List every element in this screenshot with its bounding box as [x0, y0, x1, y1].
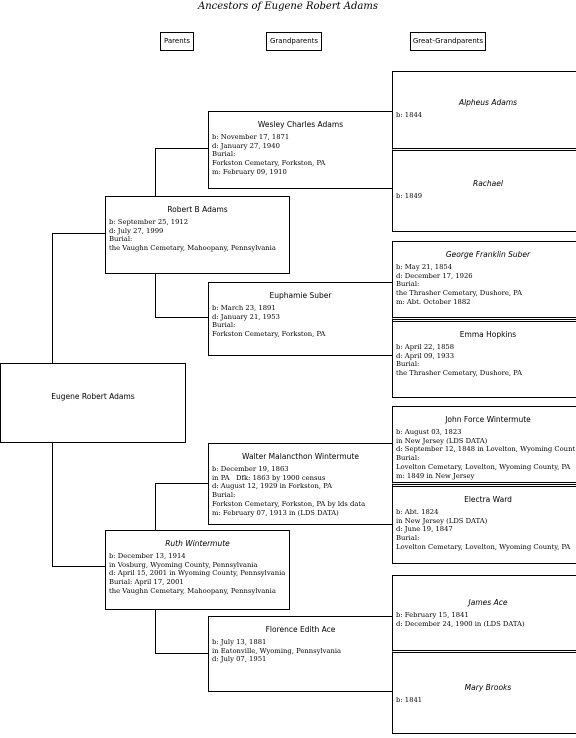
person-box-grandparent: [208, 616, 393, 692]
person-name: Wesley Charles Adams: [257, 120, 344, 129]
connector-line: [155, 609, 156, 653]
connector-line: [52, 566, 105, 567]
person-box-great-grandparent: [392, 406, 576, 485]
person-box-grandparent: [208, 282, 393, 356]
header-parents: Parents: [160, 32, 194, 51]
person-details: b: December 13, 1914 in Vosburg, Wyoming County, Pennsylvania d: April 15, 2001 in Wyoming County, Pennsylvania Burial: April 17, 2001 the Vaughn Cemetary, Mahoopany, Pennsylvania: [109, 552, 286, 595]
chart-title: Ancestors of Eugene Robert Adams: [198, 1, 378, 12]
person-details: b: March 23, 1891 d: January 21, 1953 Burial: Forkston Cemetary, Forkston, PA: [212, 304, 326, 339]
person-name: John Force Wintermute: [445, 415, 531, 424]
person-name: Rachael: [473, 179, 503, 188]
person-name: Euphamie Suber: [269, 291, 332, 300]
connector-line: [155, 148, 156, 196]
person-box-father: [105, 196, 290, 274]
person-box-great-grandparent: [392, 241, 576, 320]
person-box-great-grandparent: [392, 150, 576, 232]
person-box-grandparent: [208, 111, 393, 189]
person-name: Robert B Adams: [167, 205, 228, 214]
connector-line: [155, 317, 208, 318]
person-box-mother: [105, 530, 290, 610]
person-name: Alpheus Adams: [458, 98, 518, 107]
person-details: b: November 17, 1871 d: January 27, 1940 Burial: Forkston Cemetary, Forkston, PA m: February 09, 1910: [212, 133, 326, 176]
person-name: Florence Edith Ace: [265, 625, 336, 634]
connector-line: [52, 233, 53, 363]
connector-line: [155, 148, 208, 149]
person-box-great-grandparent: [392, 321, 576, 398]
person-name: Eugene Robert Adams: [51, 392, 135, 401]
person-details: b: Abt. 1824 in New Jersey (LDS DATA) d: June 19, 1847 Burial: Lovelton Cemetary, Lovelton, Wyoming County, PA: [396, 508, 571, 551]
person-box-root: [0, 363, 186, 443]
person-details: b: August 03, 1823 in New Jersey (LDS DATA) d: September 12, 1848 in Lovelton, Wyoming Count Burial: Lovelton Cemetary, Lovelton, Wyoming County, PA m: 1849 in New Jersey: [396, 428, 576, 480]
person-name: Electra Ward: [464, 495, 512, 504]
person-details: b: September 25, 1912 d: July 27, 1999 Burial: the Vaughn Cemetary, Mahoopany, Pennsylvania: [109, 218, 276, 253]
person-name: James Ace: [468, 598, 508, 607]
person-details: b: December 19, 1863 in PA Dfk: 1863 by 1900 census d: August 12, 1929 in Forkston, PA Burial: Forkston Cemetary, Forkston, PA by lds data m: February 07, 1913 in (LDS DATA): [212, 465, 366, 517]
connector-line: [155, 273, 156, 317]
person-details: b: February 15, 1841 d: December 24, 1900 in (LDS DATA): [396, 611, 525, 628]
connector-line: [52, 442, 53, 566]
connector-line: [155, 483, 208, 484]
person-box-great-grandparent: [392, 486, 576, 564]
connector-line: [155, 483, 156, 530]
person-box-grandparent: [208, 443, 393, 525]
person-box-great-grandparent: [392, 575, 576, 653]
person-details: b: April 22, 1858 d: April 09, 1933 Burial: the Thrasher Cemetary, Dushore, PA: [396, 343, 523, 378]
person-box-great-grandparent: [392, 71, 576, 151]
person-details: b: July 13, 1881 in Eatonville, Wyoming, Pennsylvania d: July 07, 1951: [212, 638, 342, 664]
connector-line: [52, 233, 105, 234]
person-details: b: 1844: [396, 111, 423, 119]
person-name: Mary Brooks: [464, 683, 512, 692]
person-name: Emma Hopkins: [459, 330, 517, 339]
person-details: b: 1849: [396, 192, 423, 200]
person-details: b: 1841: [396, 696, 423, 704]
connector-line: [155, 653, 208, 654]
person-details: b: May 21, 1854 d: December 17, 1926 Burial: the Thrasher Cemetary, Dushore, PA m: Abt. October 1882: [396, 263, 523, 306]
header-grandparents: Grandparents: [266, 32, 322, 51]
person-name: Walter Malancthon Wintermute: [242, 452, 359, 461]
person-name: George Franklin Suber: [445, 250, 531, 259]
person-box-great-grandparent: [392, 652, 576, 734]
header-great-grandparents: Great-Grandparents: [410, 32, 486, 51]
person-name: Ruth Wintermute: [165, 539, 230, 548]
